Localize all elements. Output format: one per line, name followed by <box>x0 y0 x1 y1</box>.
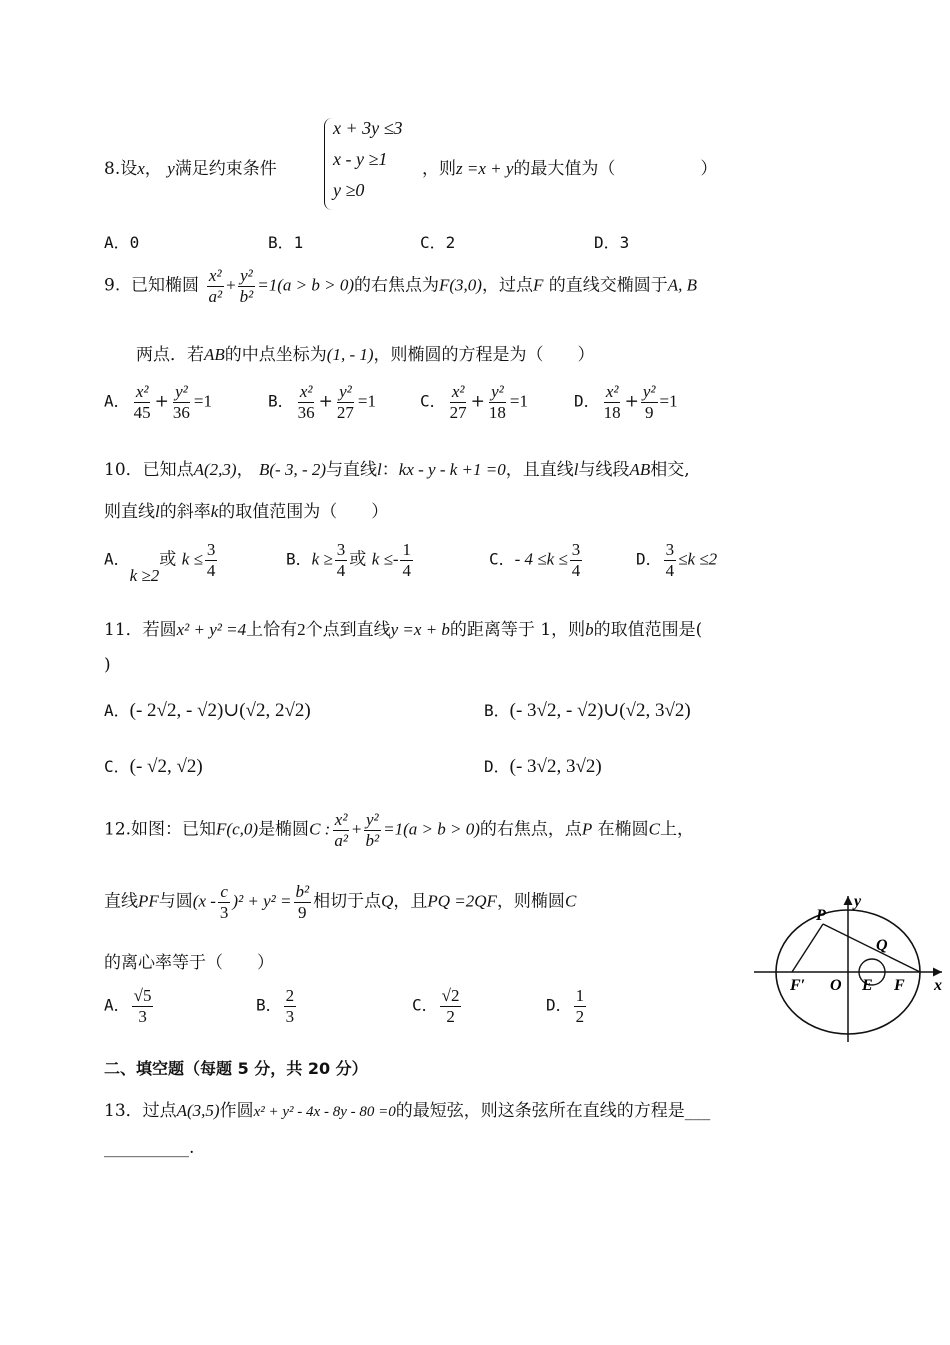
q9-line-2: 两点．若AB的中点坐标为(1, - 1)，则椭圆的方程是为（ ） <box>136 345 595 365</box>
q9-option-b[interactable]: B． $\frac{\text{x²}}{36}$ + $\frac{\text{y²}}{27}$ =1 <box>268 382 376 422</box>
segment-pf-prime <box>792 924 823 972</box>
label-f-prime: F′ <box>790 977 806 994</box>
label-p: P <box>816 907 826 924</box>
label-y: y <box>854 893 862 910</box>
q11-close-paren: ) <box>104 655 111 675</box>
question-9: 9. 已知椭圆 $\frac{\text{x²}}{\text{a²}}$ + $\frac{\text{y²}}{\text{b²}}$ =1(a > b > 0)的右焦点为F(3,0)，过点F 的直线交椭圆于A, B <box>104 266 698 306</box>
q8-option-b[interactable]: B．1 <box>268 233 304 252</box>
q11-option-b[interactable]: B．(- 3√2, - √2)∪(√2, 3√2) <box>484 700 691 721</box>
q9-option-d[interactable]: D． $\frac{\text{x²}}{18}$ + $\frac{\text{y²}}{9}$ =1 <box>574 382 678 422</box>
q8-constraint-3: y ≥0 <box>333 180 365 200</box>
label-e: E <box>862 977 873 994</box>
q8-stem-start: 8.设x， y满足约束条件 <box>104 159 277 179</box>
label-f: F <box>894 977 905 994</box>
q10-option-b[interactable]: B．k ≥ $\frac{3}{4}$ 或 k ≤- $\frac{1}{4}$ <box>286 540 411 580</box>
q8-constraint-system <box>324 118 403 210</box>
q8-option-d[interactable]: D．3 <box>594 233 630 252</box>
line-pf <box>823 924 920 972</box>
q12-option-a[interactable]: A． $\frac{√5}{3}$ <box>104 986 152 1026</box>
q10-option-d[interactable]: D． $\frac{3}{4}$ ≤k ≤2 <box>636 540 718 580</box>
q12-line-3: 的离心率等于（ ） <box>104 953 274 973</box>
q12-option-c[interactable]: C． $\frac{√2}{2}$ <box>412 986 460 1026</box>
q9-option-a[interactable]: A． $\frac{\text{x²}}{45}$ + $\frac{\text{y²}}{36}$ =1 <box>104 382 212 422</box>
q12-option-d[interactable]: D． $\frac{1}{2}$ <box>546 986 585 1026</box>
q10-option-c[interactable]: C．- 4 ≤k ≤ $\frac{3}{4}$ <box>489 540 581 580</box>
q9-option-c[interactable]: C． $\frac{\text{x²}}{27}$ + $\frac{\text{y²}}{18}$ =1 <box>420 382 528 422</box>
question-10: 10．已知点A(2,3)， B(- 3, - 2)与直线l：kx - y - k +1 =0，且直线l与线段AB相交, <box>104 460 690 480</box>
q8-option-a[interactable]: A．0 <box>104 233 140 252</box>
q8-constraint-2: x - y ≥1 <box>333 149 388 169</box>
q11-option-d[interactable]: D．(- 3√2, 3√2) <box>484 756 602 777</box>
q12-line-2: 直线PF与圆(x - $\frac{c}{3}$ )² + y² = $\frac{\text{b²}}{9}$ 相切于点Q，且PQ =2QF，则椭圆C <box>104 882 577 922</box>
q10-option-a[interactable]: A．k ≥2或 k ≤ $\frac{3}{4}$ <box>104 540 216 585</box>
q11-option-c[interactable]: C．(- √2, √2) <box>104 756 203 777</box>
q12-ellipse-figure <box>748 888 948 1048</box>
question-8 <box>104 118 884 214</box>
question-13: 13．过点A(3,5)作圆x² + y² - 4x - 8y - 80 =0的最短弦，则这条弦所在直线的方程是___ <box>104 1101 711 1121</box>
q8-stem-end: ，则z =x + y的最大值为（ ） <box>422 159 718 179</box>
q11-option-a[interactable]: A．(- 2√2, - √2)∪(√2, 2√2) <box>104 700 311 721</box>
label-x: x <box>934 977 942 994</box>
q8-option-c[interactable]: C．2 <box>420 233 456 252</box>
q8-constraint-1: x + 3y ≤3 <box>333 118 403 138</box>
label-o: O <box>830 977 842 994</box>
question-11: 11．若圆x² + y² =4上恰有2个点到直线y =x + b的距离等于 1，则b的取值范围是( <box>104 620 703 640</box>
q13-answer-blank[interactable]: __________. <box>104 1138 195 1158</box>
q12-option-b[interactable]: B． $\frac{2}{3}$ <box>256 986 295 1026</box>
label-q: Q <box>876 937 888 954</box>
q10-line-2: 则直线l的斜率k的取值范围为（ ） <box>104 502 389 522</box>
question-12: 12.如图：已知F(c,0)是椭圆C : $\frac{\text{x²}}{\text{a²}}$ + $\frac{\text{y²}}{\text{b²}}$ =1(a > b > 0)的右焦点，点P 在椭圆C上， <box>104 810 695 850</box>
section-2-title: 二、填空题（每题 5 分，共 20 分） <box>104 1059 368 1078</box>
